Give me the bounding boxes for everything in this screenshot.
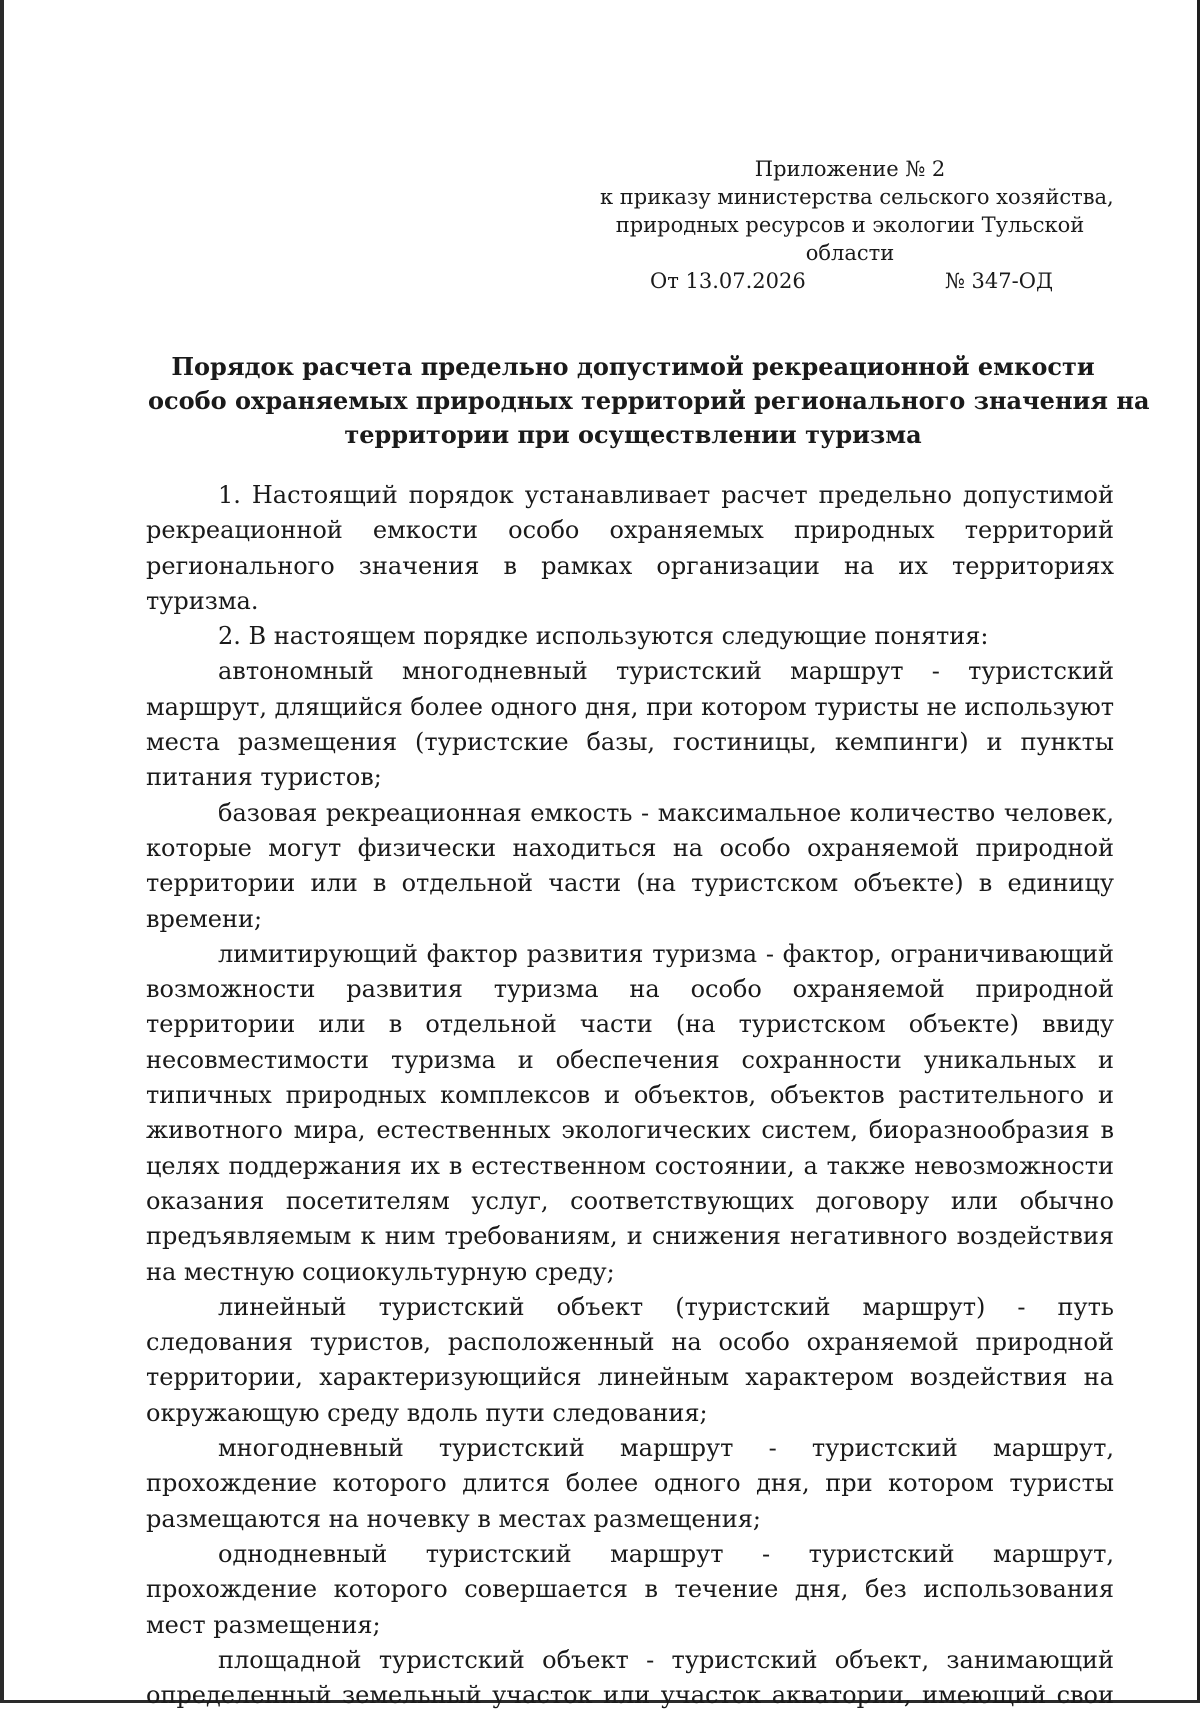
document-body: [146, 478, 1114, 1713]
title-line-2: особо охраняемых природных территорий регионального значения на: [148, 386, 1150, 415]
title-line-3: территории при осуществлении туризма: [344, 420, 922, 449]
definition-linear-object: линейный туристский объект (туристский маршрут) - путь следования туристов, расположенный на особо охраняемой природной территории, характеризующийся линейным характером воздействия на окружающую среду вдоль пути следования;: [146, 1292, 1114, 1427]
definition-limiting-factor: лимитирующий фактор развития туризма - фактор, ограничивающий возможности развития туризма на особо охраняемой природной территории или в отдельной части (на туристском объекте) ввиду несовместимости туризма и обеспечения сохранности уникальных и типичных природных комплексов и объектов, объектов растительного и животного мира, естественных экологических систем, биоразнообразия в целях поддержания их в естественном состоянии, а также невозможности оказания посетителям услуг, соответствующих договору или обычно предъявляемым к ним требованиям, и снижения негативного воздействия на местную социокультурную среду;: [146, 939, 1114, 1286]
order-reference-line-3: области: [805, 241, 895, 265]
definition-autonomous-route: автономный многодневный туристский маршрут - туристский маршрут, длящийся более одного дня, при котором туристы не используют места размещения (туристские базы, гостиницы, кемпинги) и пункты питания туристов;: [146, 657, 1114, 792]
order-number: № 347-ОД: [945, 269, 1054, 293]
definition-base-capacity: базовая рекреационная емкость - максимальное количество человек, которые могут физически находиться на особо охраняемой природной территории или в отдельной части (на туристском объекте) в единицу времени;: [146, 798, 1114, 933]
title-line-1: Порядок расчета предельно допустимой рекреационной емкости: [171, 352, 1095, 381]
appendix-header: [600, 155, 1114, 295]
definition-multiday-route: многодневный туристский маршрут - туристский маршрут, прохождение которого длится более одного дня, при котором туристы размещаются на ночевку в местах размещения;: [146, 1434, 1114, 1533]
order-reference-line-1: к приказу министерства сельского хозяйства,: [600, 185, 1114, 209]
order-date: От 13.07.2026: [650, 269, 806, 293]
appendix-number: Приложение № 2: [754, 157, 946, 181]
order-date-number-row: [600, 267, 1100, 295]
order-reference-line-2: природных ресурсов и экологии Тульской: [615, 213, 1085, 237]
paragraph-2: 2. В настоящем порядке используются следующие понятия:: [218, 622, 989, 651]
scan-edge-left: [0, 0, 4, 1703]
definition-one-day-route: однодневный туристский маршрут - туристский маршрут, прохождение которого совершается в течение дня, без использования мест размещения;: [146, 1539, 1114, 1639]
document-title: [148, 350, 1150, 452]
definition-area-object: площадной туристский объект - туристский объект, занимающий определенный земельный участок или участок акватории, имеющий свои: [146, 1645, 1114, 1710]
paragraph-1: 1. Настоящий порядок устанавливает расчет предельно допустимой рекреационной емкости особо охраняемых природных территорий регионального значения в рамках организации на их территориях туризма.: [146, 481, 1114, 615]
